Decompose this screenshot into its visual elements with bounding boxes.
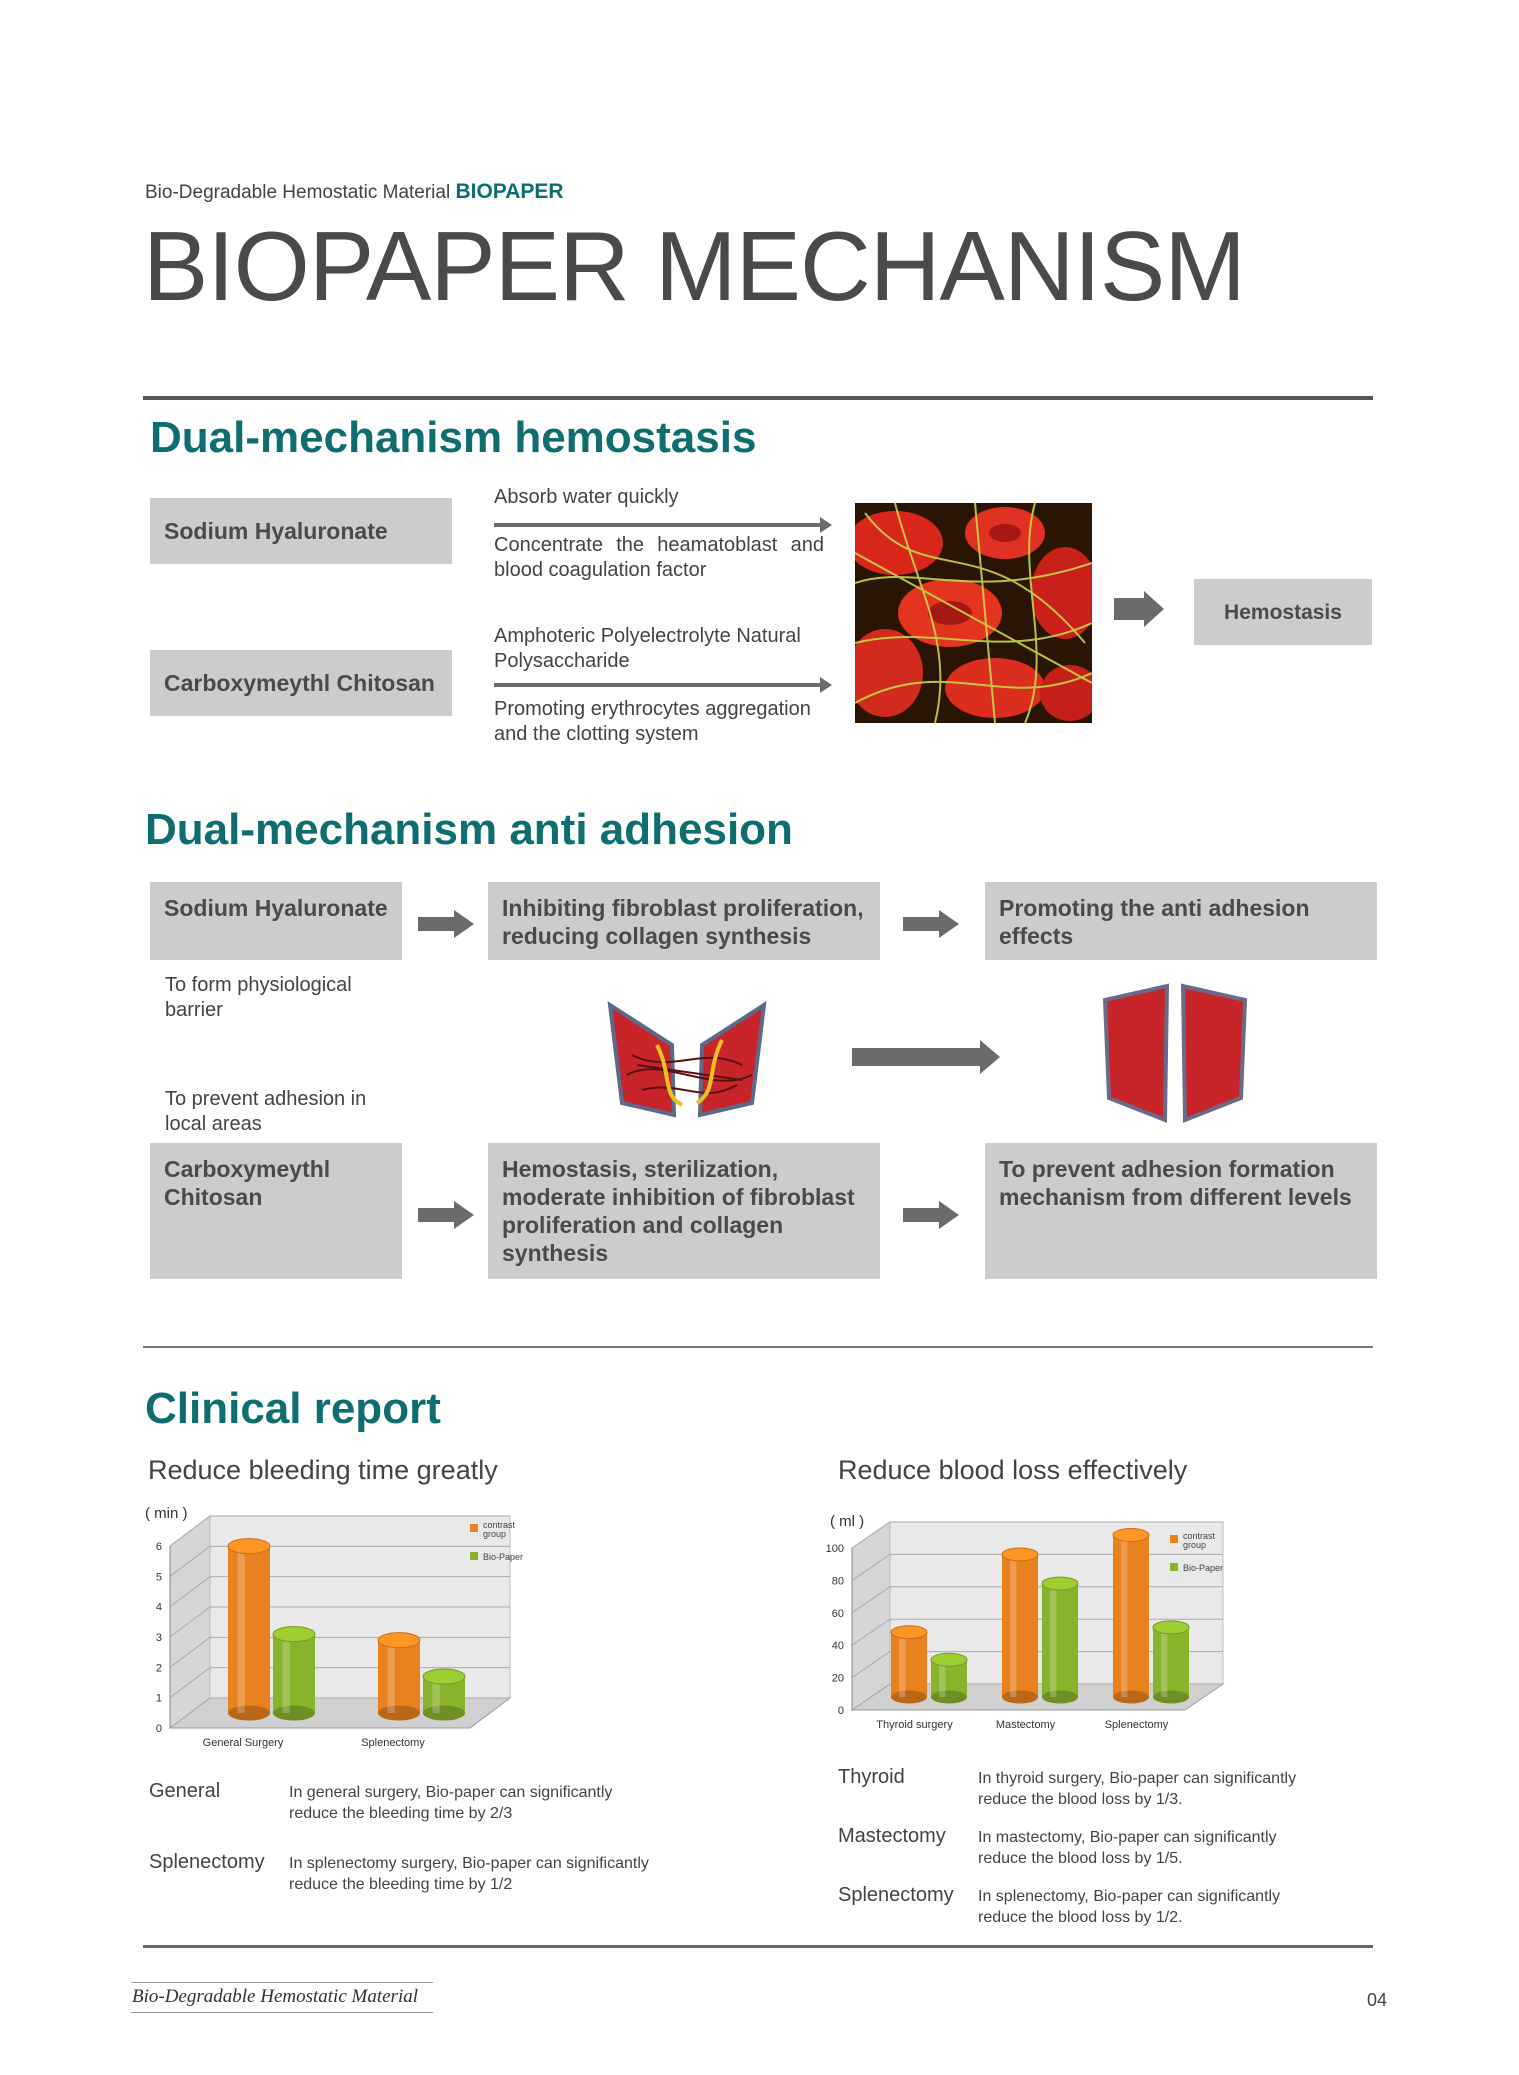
bar-base bbox=[1002, 1691, 1038, 1704]
adhesion-arrow-3 bbox=[418, 1208, 454, 1222]
y-tick-label: 5 bbox=[155, 1571, 162, 1584]
adhesion-arrow-1 bbox=[418, 917, 454, 931]
adhesion-inhibit-box: Inhibiting fibroblast proliferation, reducing collagen synthesis bbox=[488, 882, 880, 960]
clinical-title: Clinical report bbox=[145, 1384, 441, 1433]
right-note-label-mastectomy: Mastectomy bbox=[838, 1825, 946, 1847]
x-category-label: Splenectomy bbox=[1104, 1719, 1169, 1731]
bar-highlight bbox=[282, 1634, 289, 1713]
hemostasis-arrow-1 bbox=[494, 523, 822, 527]
page-number: 04 bbox=[1367, 1990, 1388, 2010]
adhesion-sodium-box: Sodium Hyaluronate bbox=[150, 882, 402, 960]
bar-contrast-group bbox=[1002, 1554, 1038, 1697]
y-tick-label: 3 bbox=[155, 1632, 162, 1644]
brand-logo: BIOPAPER bbox=[455, 180, 564, 203]
bar-highlight bbox=[1010, 1554, 1016, 1697]
footer-line-top bbox=[131, 1982, 433, 1983]
hemostasis-text-2b: Promoting erythrocytes aggregation and the clotting system bbox=[494, 698, 811, 745]
adhesion-note-1: To form physiological barrier bbox=[165, 974, 352, 1021]
y-tick-label: 2 bbox=[155, 1662, 162, 1675]
bar-bio-paper bbox=[273, 1634, 315, 1713]
separated-tissue-image bbox=[1095, 980, 1255, 1125]
right-note-label-thyroid: Thyroid bbox=[838, 1766, 905, 1788]
bar-top bbox=[378, 1633, 420, 1648]
blood-clot-image bbox=[855, 503, 1092, 723]
adhesion-title: Dual-mechanism anti adhesion bbox=[145, 805, 793, 854]
y-tick-label: 0 bbox=[837, 1705, 844, 1717]
y-tick-label: 60 bbox=[831, 1607, 844, 1620]
bar-contrast-group bbox=[1113, 1535, 1149, 1697]
legend-swatch bbox=[470, 1524, 478, 1532]
y-tick-label: 40 bbox=[831, 1640, 844, 1653]
adhesion-arrow-1-head bbox=[454, 910, 474, 938]
hemostasis-sodium-box: Sodium Hyaluronate bbox=[150, 498, 452, 564]
legend-label: Bio-Paper bbox=[1183, 1563, 1224, 1573]
hemostasis-text-2a: Amphoteric Polyelectrolyte Natural Polysaccharide bbox=[494, 625, 801, 672]
right-note-text-mastectomy: In mastectomy, Bio-paper can significantly reduce the blood loss by 1/5. bbox=[978, 1829, 1277, 1867]
legend-swatch bbox=[470, 1552, 478, 1560]
y-axis-label: ( min ) bbox=[145, 1505, 188, 1522]
right-note-label-splenectomy: Splenectomy bbox=[838, 1884, 954, 1906]
legend-label: group bbox=[483, 1529, 507, 1539]
adhesion-transition-arrow bbox=[852, 1048, 982, 1066]
adhesion-arrow-2-head bbox=[939, 910, 959, 938]
blood-loss-chart bbox=[825, 1508, 1245, 1746]
legend-swatch bbox=[1170, 1535, 1178, 1543]
legend-label: group bbox=[1183, 1540, 1207, 1550]
header-subtitle-text: Bio-Degradable Hemostatic Material bbox=[145, 182, 456, 203]
legend-label: Bio-Paper bbox=[483, 1552, 524, 1562]
bar-top bbox=[273, 1627, 315, 1642]
footer-line-bottom bbox=[131, 2012, 433, 2013]
left-note-text-general: In general surgery, Bio-paper can significantly reduce the bleeding time by 2/3 bbox=[289, 1784, 613, 1822]
y-tick-label: 20 bbox=[831, 1672, 844, 1685]
bar-contrast-group bbox=[378, 1640, 420, 1713]
y-tick-label: 4 bbox=[155, 1601, 162, 1614]
bar-highlight bbox=[1161, 1627, 1167, 1697]
bar-top bbox=[423, 1669, 465, 1684]
bar-base bbox=[931, 1691, 967, 1704]
legend-label: contrast bbox=[483, 1520, 516, 1530]
adhesion-arrow-4 bbox=[903, 1208, 939, 1222]
bar-base bbox=[1113, 1691, 1149, 1704]
hemostasis-result-box: Hemostasis bbox=[1194, 579, 1372, 645]
bar-top bbox=[891, 1626, 927, 1639]
header-subtitle bbox=[145, 180, 564, 204]
hemostasis-arrow-2-head bbox=[820, 677, 832, 693]
bar-base bbox=[423, 1705, 465, 1720]
bar-base bbox=[1153, 1691, 1189, 1704]
bar-top bbox=[1153, 1621, 1189, 1634]
hemostasis-result-arrow-head bbox=[1144, 591, 1164, 627]
clinical-right-heading: Reduce blood loss effectively bbox=[838, 1455, 1188, 1485]
divider-middle bbox=[143, 1346, 1373, 1348]
bar-highlight bbox=[1121, 1535, 1127, 1697]
bar-contrast-group bbox=[891, 1632, 927, 1697]
bar-highlight bbox=[899, 1632, 905, 1697]
bar-highlight bbox=[1050, 1584, 1056, 1697]
left-note-text-splenectomy: In splenectomy surgery, Bio-paper can significantly reduce the bleeding time by 1/2 bbox=[289, 1855, 649, 1893]
clinical-left-heading: Reduce bleeding time greatly bbox=[148, 1455, 498, 1485]
adhesion-arrow-2 bbox=[903, 917, 939, 931]
x-category-label: Splenectomy bbox=[361, 1737, 425, 1749]
bleeding-time-chart bbox=[140, 1500, 560, 1760]
right-note-text-thyroid: In thyroid surgery, Bio-paper can significantly reduce the blood loss by 1/3. bbox=[978, 1770, 1297, 1808]
hemostasis-result-arrow bbox=[1114, 598, 1146, 620]
legend-swatch bbox=[1170, 1563, 1178, 1571]
bar-base bbox=[378, 1705, 420, 1720]
bar-top bbox=[1042, 1577, 1078, 1590]
adhesion-chitosan-box: Carboxymeythl Chitosan bbox=[150, 1143, 402, 1279]
adhesion-note-2: To prevent adhesion in local areas bbox=[165, 1088, 367, 1135]
hemostasis-text-1a: Absorb water quickly bbox=[494, 486, 679, 508]
bar-contrast-group bbox=[228, 1546, 270, 1713]
hemostasis-chitosan-box: Carboxymeythl Chitosan bbox=[150, 650, 452, 716]
adhesion-hemostasis-box: Hemostasis, sterilization, moderate inhibition of fibroblast proliferation and collagen synthesis bbox=[488, 1143, 880, 1279]
bar-highlight bbox=[387, 1640, 394, 1713]
bar-top bbox=[1002, 1548, 1038, 1561]
y-axis-label: ( ml ) bbox=[830, 1513, 865, 1530]
x-category-label: General Surgery bbox=[202, 1737, 284, 1749]
adhered-tissue-image bbox=[602, 985, 772, 1125]
adhesion-arrow-4-head bbox=[939, 1201, 959, 1229]
hemostasis-arrow-1-head bbox=[820, 517, 832, 533]
y-tick-label: 80 bbox=[831, 1575, 844, 1588]
left-note-label-splenectomy: Splenectomy bbox=[149, 1851, 265, 1873]
bar-bio-paper bbox=[1042, 1584, 1078, 1697]
bar-top bbox=[1113, 1529, 1149, 1542]
y-tick-label: 6 bbox=[155, 1541, 162, 1553]
adhesion-arrow-3-head bbox=[454, 1201, 474, 1229]
x-category-label: Thyroid surgery bbox=[876, 1719, 953, 1731]
bar-top bbox=[931, 1653, 967, 1666]
hemostasis-text-1b: Concentrate the heamatoblast and blood coagulation factor bbox=[494, 534, 824, 581]
y-tick-label: 100 bbox=[825, 1543, 844, 1555]
bar-base bbox=[228, 1705, 270, 1720]
bar-base bbox=[1042, 1691, 1078, 1704]
footer-left: Bio-Degradable Hemostatic Material bbox=[132, 1986, 419, 2007]
hemostasis-title: Dual-mechanism hemostasis bbox=[150, 413, 757, 462]
page-title: BIOPAPER MECHANISM bbox=[143, 211, 1245, 321]
divider-top bbox=[143, 396, 1373, 400]
divider-bottom bbox=[143, 1945, 1373, 1948]
adhesion-prevent-box: To prevent adhesion formation mechanism from different levels bbox=[985, 1143, 1377, 1279]
bar-bio-paper bbox=[1153, 1627, 1189, 1697]
left-note-label-general: General bbox=[149, 1780, 221, 1802]
x-category-label: Mastectomy bbox=[995, 1719, 1056, 1731]
y-tick-label: 0 bbox=[155, 1723, 162, 1735]
adhesion-transition-arrow-head bbox=[980, 1040, 1000, 1074]
right-note-text-splenectomy: In splenectomy, Bio-paper can significantly reduce the blood loss by 1/2. bbox=[978, 1888, 1281, 1926]
hemostasis-arrow-2 bbox=[494, 683, 822, 687]
y-tick-label: 1 bbox=[155, 1692, 162, 1705]
bar-highlight bbox=[237, 1546, 244, 1713]
bar-base bbox=[273, 1705, 315, 1720]
bar-base bbox=[891, 1691, 927, 1704]
bar-top bbox=[228, 1539, 270, 1554]
adhesion-promote-box: Promoting the anti adhesion effects bbox=[985, 882, 1377, 960]
legend-label: contrast bbox=[1183, 1531, 1216, 1541]
chart-side-wall bbox=[852, 1522, 890, 1710]
